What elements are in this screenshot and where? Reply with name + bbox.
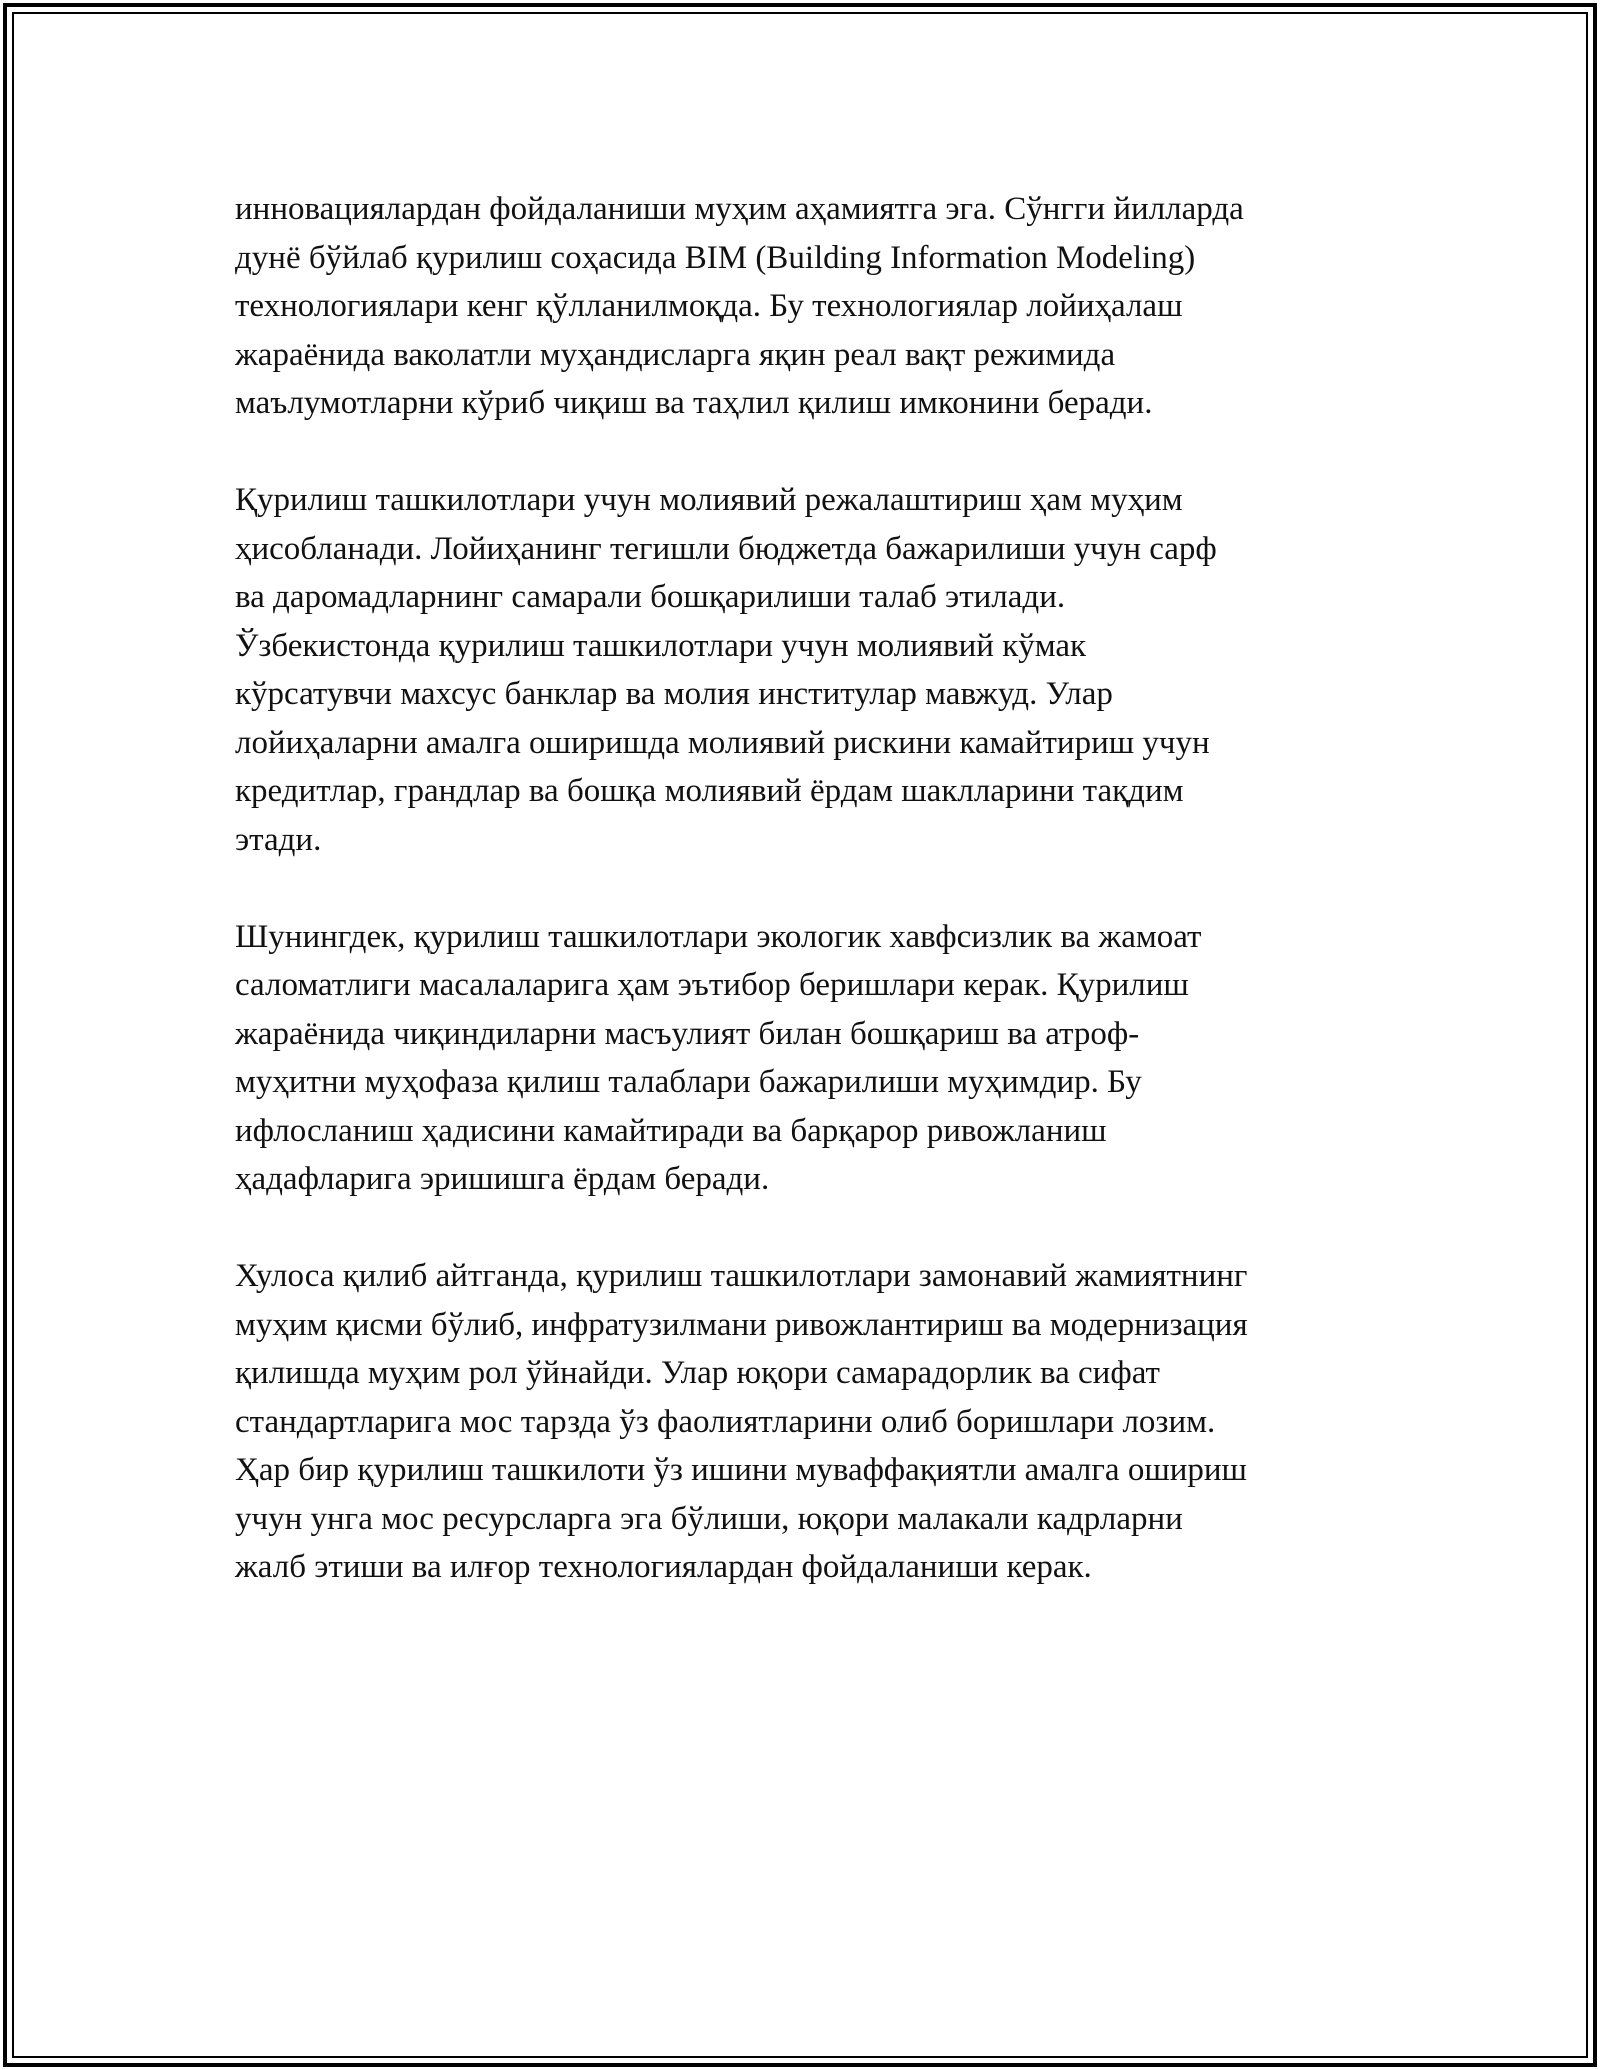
text-line: Хулоса қилиб айтганда, қурилиш ташкилотлари замонавий жамиятнинг (235, 1258, 1248, 1294)
text-line: Қурилиш ташкилотлари учун молиявий режалаштириш ҳам муҳим (235, 482, 1183, 518)
text-line: саломатлиги масалаларига ҳам эътибор беришлари керак. Қурилиш (235, 967, 1189, 1003)
text-line: дунё бўйлаб қурилиш соҳасида BIM (Building Information Modeling) (235, 239, 1196, 276)
text-line: ҳадафларига эришишга ёрдам беради. (235, 1161, 770, 1197)
text-line: кредитлар, грандлар ва бошқа молиявий ёрдам шаклларини тақдим (235, 773, 1184, 809)
paragraph-finance (235, 476, 1375, 864)
text-line: технологиялари кенг қўлланилмоқда. Бу технологиялар лойиҳалаш (235, 288, 1183, 324)
text-line: ҳисобланади. Лойиҳанинг тегишли бюджетда бажарилиши учун сарф (235, 530, 1217, 567)
document-body (235, 185, 1375, 1640)
text-line: қилишда муҳим рол ўйнайди. Улар юқори самарадорлик ва сифат (235, 1355, 1160, 1391)
text-line: Ўзбекистонда қурилиш ташкилотлари учун молиявий кўмак (235, 627, 1087, 664)
text-line: кўрсатувчи махсус банклар ва молия институлар мавжуд. Улар (235, 676, 1113, 712)
text-line: этади. (235, 821, 322, 858)
text-line: лойиҳаларни амалга оширишда молиявий рискини камайтириш учун (235, 724, 1210, 761)
paragraph-conclusion (235, 1252, 1375, 1592)
text-line: маълумотларни кўриб чиқиш ва таҳлил қилиш имконини беради. (235, 385, 1153, 421)
paragraph-ecology (235, 913, 1375, 1204)
text-line: инновациялардан фойдаланиши муҳим аҳамиятга эга. Сўнгги йилларда (235, 191, 1244, 227)
text-line: ва даромадларнинг самарали бошқарилиши талаб этилади. (235, 579, 1066, 615)
text-line: жараёнида ваколатли муҳандисларга яқин реал вақт режимида (235, 336, 1116, 373)
text-line: муҳим қисми бўлиб, инфратузилмани ривожлантириш ва модернизация (235, 1306, 1248, 1343)
text-line: учун унга мос ресурсларга эга бўлиши, юқори малакали кадрларни (235, 1500, 1183, 1537)
text-line: Ҳар бир қурилиш ташкилоти ўз ишини муваффақиятли амалга ошириш (235, 1452, 1247, 1488)
text-line: жараёнида чиқиндиларни масъулият билан бошқариш ва атроф- (235, 1015, 1140, 1052)
text-line: муҳитни муҳофаза қилиш талаблари бажарилиши муҳимдир. Бу (235, 1064, 1142, 1100)
text-line: стандартларига мос тарзда ўз фаолиятларини олиб боришлари лозим. (235, 1403, 1216, 1440)
text-line: Шунингдек, қурилиш ташкилотлари экологик хавфсизлик ва жамоат (235, 918, 1202, 955)
text-line: жалб этиши ва илғор технологиялардан фойдаланиши керак. (235, 1549, 1092, 1585)
text-line: ифлосланиш ҳадисини камайтиради ва барқарор ривожланиш (235, 1112, 1107, 1149)
paragraph-innovation (235, 185, 1375, 428)
